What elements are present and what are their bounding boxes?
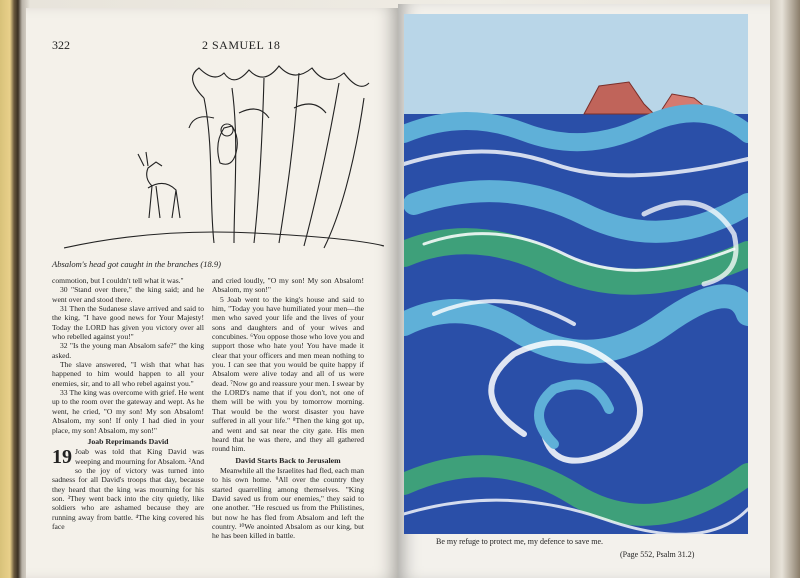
section-heading: David Starts Back to Jerusalem xyxy=(235,455,341,465)
paragraph: 31 Then the Sudanese slave arrived and said to the king, "I have good news for Your Majesty! Today the LORD has given you victory over all who rebelled against you!" xyxy=(52,304,204,342)
paragraph: Meanwhile all the Israelites had fled, each man to his own home. ⁹All over the country they started quarrelling among themselves. "King David saved us from our enemies," they said to one another. "He rescued us from the Philistines, but now he has fled from Absalom and left the country. ¹⁰We anointed Absalom as our king, but he has been killed in battle. xyxy=(212,465,364,541)
running-title: 2 SAMUEL 18 xyxy=(202,38,281,52)
page-edges xyxy=(770,0,800,578)
sea-painting xyxy=(404,14,748,534)
paragraph: 30 "Stand over there," the king said; and he went over and stood there. xyxy=(52,285,204,304)
paragraph: 5 Joab went to the king's house and said to him, "Today you have humiliated your men—the men who saved your life and the lives of your sons and daughters and of your wives and concubines. ⁶You oppose those who love you and support those who hate you! You have made it clear that your officers and men mean nothing to you. I can see that you would be quite happy if Absalom were alive today and all of us were dead. ⁷Now go and reassure your men. I swear by the LORD's name that if you don't, not one of them will be with you by tomorrow morning. That would be the worst disaster you have suffered in all your life." ⁸Then the king got up, and went and sat near the city gate. His men heard that he was there, and they all gathered round him. xyxy=(212,294,364,454)
paragraph: 32 "Is the young man Absalom safe?" the king asked. xyxy=(52,341,204,360)
chapter-text: Joab was told that King David was weeping and mourning for Absalom. ²And so the joy of victory was turned into sadness for all David's troops that day, because they heard that the king was mourning for his son. ³They went back into the city quietly, like soldiers who are ashamed because they are running away from battle. ⁴The king covered his face xyxy=(52,447,204,531)
painting-caption: Be my refuge to protect me, my defence to save me. xyxy=(436,537,604,546)
paragraph: commotion, but I couldn't tell what it was." xyxy=(52,276,184,285)
text-column-right xyxy=(212,276,364,541)
text-column-left xyxy=(52,276,204,531)
paragraph: The slave answered, "I wish that what has happened to him would happen to all your enemies, sir, and to all who rebel against you." xyxy=(52,360,204,388)
absalom-illustration xyxy=(64,58,384,258)
illustration-caption: Absalom's head got caught in the branches (18.9) xyxy=(52,259,221,269)
paragraph: and cried loudly, "O my son! My son Absalom! Absalom, my son!" xyxy=(212,276,364,295)
paragraph: 33 The king was overcome with grief. He went up to the room over the gateway and wept. As he went, he cried, "O my son! My son Absalom! Absalom, my son! If only I had died in your place, my son! Absalom, my son!" xyxy=(52,388,204,435)
chapter-number: 19 xyxy=(52,446,72,469)
page-number: 322 xyxy=(52,38,70,52)
painting-reference: (Page 552, Psalm 31.2) xyxy=(620,550,695,559)
section-heading: Joab Reprimands David xyxy=(87,436,169,446)
chapter-paragraph xyxy=(52,447,204,531)
